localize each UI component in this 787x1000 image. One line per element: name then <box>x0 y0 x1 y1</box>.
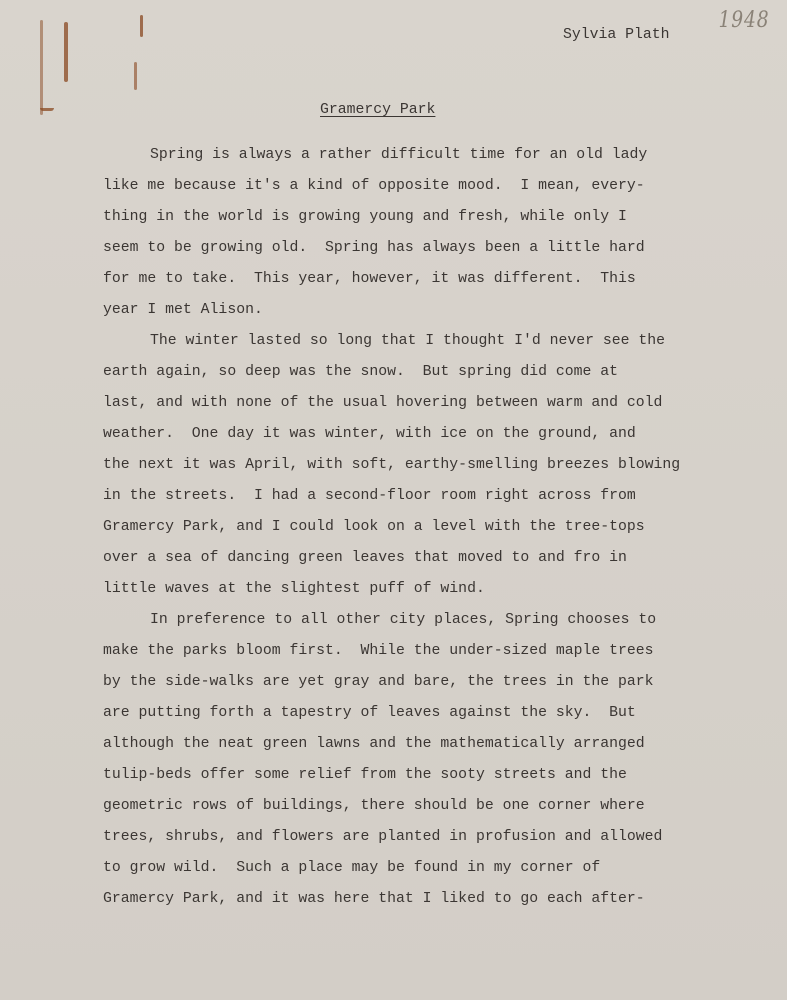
text-line: although the neat green lawns and the mathematically arranged <box>103 736 645 752</box>
rust-stain <box>64 22 68 82</box>
text-line: are putting forth a tapestry of leaves against the sky. But <box>103 705 636 721</box>
text-line: Gramercy Park, and it was here that I liked to go each after- <box>103 891 645 907</box>
document-body <box>103 140 743 915</box>
text-line: to grow wild. Such a place may be found in my corner of <box>103 860 601 876</box>
text-line: thing in the world is growing young and fresh, while only I <box>103 209 627 225</box>
text-line: in the streets. I had a second-floor room right across from <box>103 488 636 504</box>
author-name: Sylvia Plath <box>563 27 670 43</box>
text-line: tulip-beds offer some relief from the sooty streets and the <box>103 767 627 783</box>
text-line: trees, shrubs, and flowers are planted in profusion and allowed <box>103 829 663 845</box>
text-line: weather. One day it was winter, with ice on the ground, and <box>103 426 636 442</box>
text-line: last, and with none of the usual hovering between warm and cold <box>103 395 663 411</box>
rust-stain <box>40 20 43 115</box>
text-line: for me to take. This year, however, it was different. This <box>103 271 636 287</box>
text-line: over a sea of dancing green leaves that moved to and fro in <box>103 550 627 566</box>
document-title: Gramercy Park <box>320 102 436 118</box>
rust-stain <box>134 62 137 90</box>
text-line: by the side-walks are yet gray and bare, the trees in the park <box>103 674 654 690</box>
handwritten-note: 1948 <box>718 8 770 33</box>
rust-stain <box>140 15 143 37</box>
text-line: make the parks bloom first. While the under-sized maple trees <box>103 643 654 659</box>
text-line: the next it was April, with soft, earthy-smelling breezes blowing <box>103 457 681 473</box>
text-line: Spring is always a rather difficult time for an old lady <box>150 147 648 163</box>
rust-stain <box>40 108 54 111</box>
text-line: geometric rows of buildings, there should be one corner where <box>103 798 645 814</box>
text-line: Gramercy Park, and I could look on a level with the tree-tops <box>103 519 645 535</box>
text-line: little waves at the slightest puff of wind. <box>103 581 485 597</box>
text-line: seem to be growing old. Spring has always been a little hard <box>103 240 645 256</box>
text-line: like me because it's a kind of opposite mood. I mean, every- <box>103 178 645 194</box>
text-line: earth again, so deep was the snow. But spring did come at <box>103 364 619 380</box>
text-line: The winter lasted so long that I thought I'd never see the <box>150 333 666 349</box>
text-line: In preference to all other city places, Spring chooses to <box>150 612 657 628</box>
text-line: year I met Alison. <box>103 302 263 318</box>
